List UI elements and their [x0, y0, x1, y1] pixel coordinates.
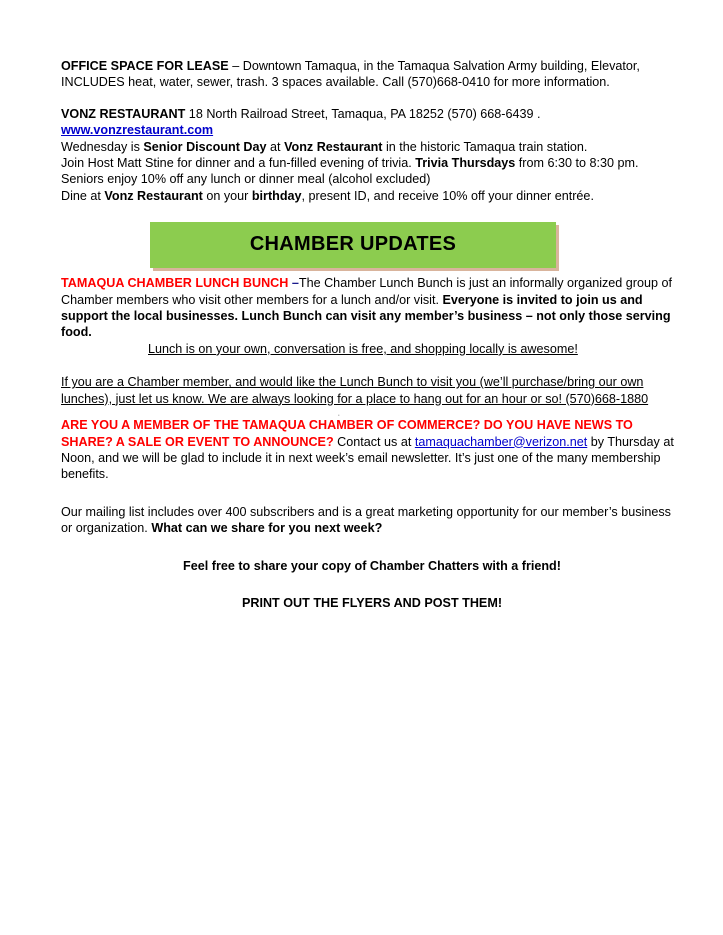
vonz-address: 18 North Railroad Street, Tamaqua, PA 18252 (570) 668-6439 . — [185, 106, 541, 121]
office-space-line2: INCLUDES heat, water, sewer, trash. 3 spaces available. Call (570)668-0410 for more information. — [61, 75, 610, 90]
vonz-senior-discount-day: Senior Discount Day — [143, 139, 267, 154]
stray-period-mark: . — [337, 405, 341, 420]
office-space-paragraph — [61, 58, 683, 91]
vonz-heading-line — [61, 106, 683, 122]
vonz-wed-post: in the historic Tamaqua train station. — [382, 139, 588, 154]
vonz-seniors-line: Seniors enjoy 10% off any lunch or dinner meal (alcohol excluded) — [61, 172, 431, 187]
lunch-bunch-paragraph — [61, 275, 683, 341]
vonz-website-link[interactable]: www.vonzrestaurant.com — [61, 123, 214, 138]
lunch-bunch-body-regular: The Chamber Lunch Bunch is just an informally organized group of Chamber members who visit other members for a lunch and/or visit. — [61, 276, 673, 307]
office-space-line1: Downtown Tamaqua, in the Tamaqua Salvation Army building, Elevator, — [242, 59, 640, 73]
mailing-list-regular: Our mailing list includes over 400 subscribers and is a great marketing opportunity for our member’s business or organization. — [61, 504, 671, 536]
membership-paragraph — [61, 417, 683, 483]
membership-headline: ARE YOU A MEMBER OF THE TAMAQUA CHAMBER OF COMMERCE? DO YOU HAVE NEWS TO SHARE? A SALE OR EVENT TO ANNOUNCE? — [61, 418, 633, 449]
mailing-list-question: What can we share for you next week? — [151, 521, 383, 536]
vonz-trivia-thursdays: Trivia Thursdays — [415, 156, 516, 171]
vonz-wed-pre: Wednesday is — [61, 139, 144, 154]
spacer — [61, 483, 683, 504]
lunch-bunch-tagline-line — [61, 341, 683, 357]
membership-contact-post: by Thursday at Noon, and we will be glad to include it in next week’s email newsletter. It’s just one of the many membership benefits. — [61, 434, 674, 482]
document-body — [61, 58, 683, 611]
vonz-website-line — [61, 122, 683, 138]
membership-contact-pre: Contact us at — [333, 434, 415, 449]
lunch-bunch-heading: TAMAQUA CHAMBER LUNCH BUNCH — [61, 276, 289, 291]
vonz-bday-post: , present ID, and receive 10% off your dinner entrée. — [301, 188, 594, 203]
vonz-wed-mid: at — [266, 139, 285, 154]
spacer — [61, 537, 683, 558]
vonz-name-bold-1: Vonz Restaurant — [284, 139, 383, 154]
vonz-bday-mid: on your — [202, 188, 252, 203]
vonz-heading: VONZ RESTAURANT — [61, 106, 186, 121]
print-flyers-line: PRINT OUT THE FLYERS AND POST THEM! — [241, 595, 503, 610]
lunch-bunch-tagline: Lunch is on your own, conversation is free, and shopping locally is awesome! — [148, 341, 578, 356]
chamber-updates-banner-wrapper — [61, 222, 683, 275]
vonz-trivia-pre: Join Host Matt Stine for dinner and a fun-filled evening of trivia. — [61, 156, 416, 171]
spacer — [61, 574, 683, 595]
vonz-birthday-line — [61, 188, 683, 204]
chamber-updates-label: CHAMBER UPDATES — [249, 233, 457, 256]
vonz-bday-pre: Dine at — [61, 188, 105, 203]
vonz-trivia-line — [61, 155, 683, 171]
lunch-bunch-visit-paragraph — [61, 374, 683, 407]
share-copy-line: Feel free to share your copy of Chamber Chatters with a friend! — [183, 558, 561, 573]
vonz-name-bold-2: Vonz Restaurant — [104, 188, 203, 203]
lunch-bunch-dash: – — [288, 276, 299, 291]
chamber-email-link[interactable]: tamaquachamber@verizon.net — [414, 434, 588, 449]
office-space-heading: OFFICE SPACE FOR LEASE — [61, 59, 229, 73]
lunch-bunch-body-bold: Everyone is invited to join us and support the local businesses. Lunch Bunch can visit any member’s business – not only those serving food. — [61, 292, 671, 340]
mailing-list-paragraph — [61, 504, 683, 537]
lunch-bunch-visit-text: If you are a Chamber member, and would like the Lunch Bunch to visit you (we’ll purchase/bring our own lunches), just let us know. We are always looking for a place to hang out for an hour or so! (570)668-1880 — [61, 375, 649, 406]
vonz-birthday-bold: birthday — [251, 188, 302, 203]
chamber-updates-banner — [150, 222, 556, 268]
vonz-trivia-post: from 6:30 to 8:30 pm. — [515, 156, 639, 171]
spacer — [61, 91, 683, 106]
office-space-dash: – — [228, 59, 243, 73]
spacer — [61, 357, 683, 374]
vonz-senior-day-line — [61, 139, 683, 155]
